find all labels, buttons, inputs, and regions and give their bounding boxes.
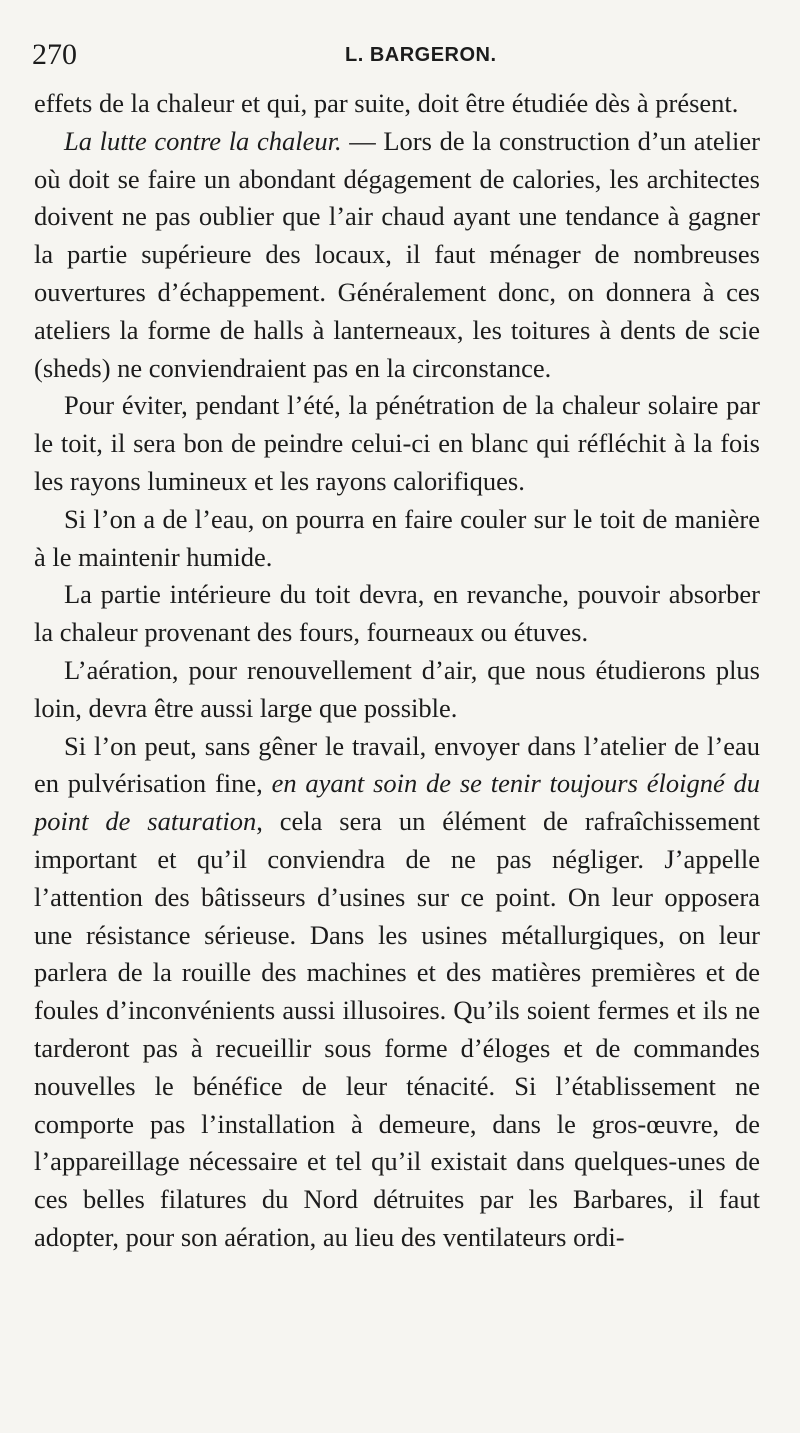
paragraph-1: effets de la chaleur et qui, par suite, doit être étudiée dès à présent.: [34, 88, 739, 118]
paragraph-6: L’aération, pour renouvellement d’air, que nous étudierons plus loin, devra être aussi large que possible.: [34, 654, 760, 723]
paragraph-2: La lutte contre la chaleur. — Lors de la construction d’un atelier où doit se faire un abondant dégagement de calories, les architectes doivent ne pas oublier que l’air chaud ayant une tendance à gagner la partie supérieure des locaux, il faut ménager de nombreuses ouvertures d’échappement. Généralement donc, on donnera à ces ateliers la forme de halls à lanterneaux, les toitures à dents de scie (sheds) ne conviendraient pas en la circonstance.: [34, 125, 761, 383]
running-head: L. BARGERON.: [345, 44, 497, 66]
paragraph-5: La partie intérieure du toit devra, en revanche, pouvoir absorber la chaleur provenant des fours, fourneaux ou étuves.: [34, 579, 760, 648]
page-number: 270: [32, 38, 77, 71]
paragraph-3: Pour éviter, pendant l’été, la pénétration de la chaleur solaire par le toit, il sera bon de peindre celui-ci en blanc qui réfléchit à la fois les rayons lumineux et les rayons calorifiques.: [34, 390, 760, 496]
section-title: La lutte contre la chaleur.: [64, 125, 342, 156]
paragraph-7: Si l’on peut, sans gêner le travail, envoyer dans l’atelier de l’eau en pulvérisation fine, en ayant soin de se tenir toujours éloigné du point de saturation, cela sera un élément de rafraîchissement important et qu’il conviendra de ne pas négliger. J’appelle l’attention des bâtisseurs d’usines sur ce point. On leur opposera une résistance sérieuse. Dans les usines métallurgiques, on leur parlera de la rouille des machines et des matières premières et de foules d’inconvénients aussi illusoires. Qu’ils soient fermes et ils ne tarderont pas à recueillir sous forme d’éloges et de commandes nouvelles le bénéfice de leur ténacité. Si l’établissement ne comporte pas l’installation à demeure, dans le gros-œuvre, de l’appareillage nécessaire et tel qu’il existait dans quelques-unes de ces belles filatures du Nord détruites par les Barbares, il faut adopter, pour son aération, au lieu des ventilateurs ordi-: [34, 730, 760, 1252]
page-header: [30, 38, 760, 78]
italic-phrase: en ayant soin de se tenir toujours éloigné du point de saturation: [34, 768, 760, 837]
body-text: [34, 85, 760, 1257]
paragraph-4: Si l’on a de l’eau, on pourra en faire couler sur le toit de manière à le maintenir humide.: [34, 503, 760, 572]
